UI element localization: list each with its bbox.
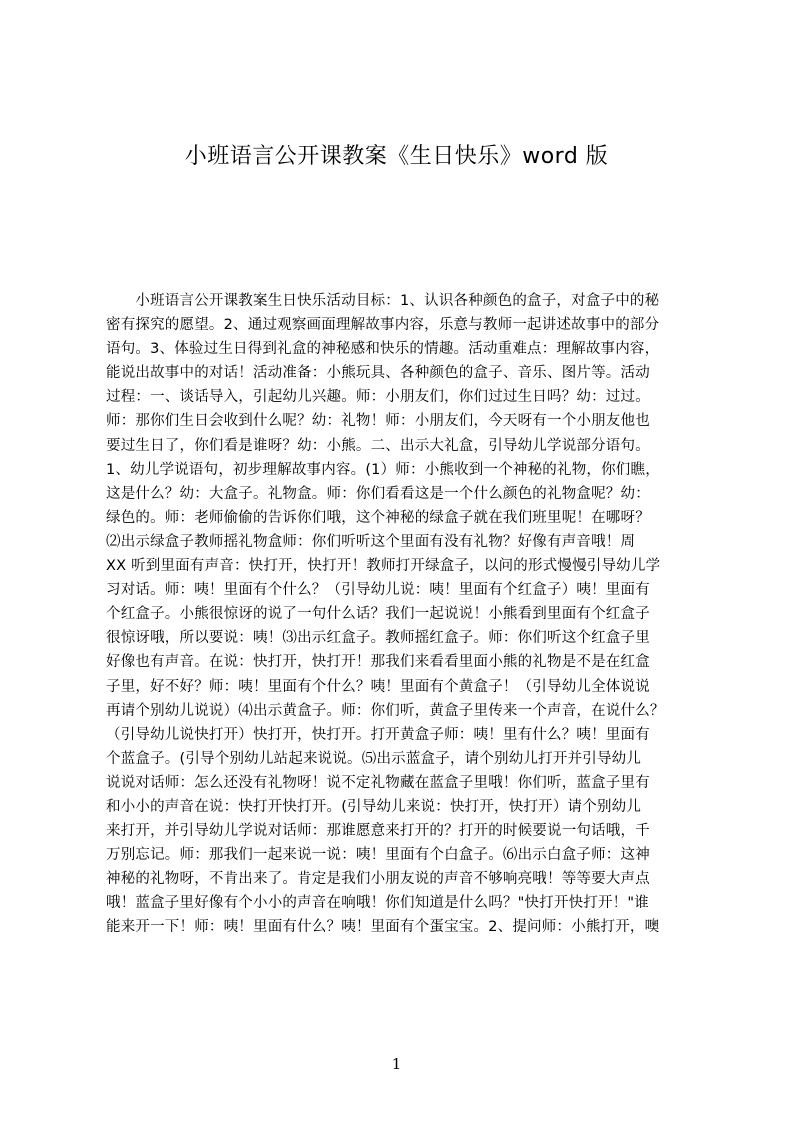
body-text-line: XX 听到里面有声音：快打开，快打开！教师打开绿盒子，以问的形式慢慢引导幼儿学: [106, 558, 661, 575]
body-text-line: 好像也有声音。在说：快打开，快打开！那我们来看看里面小熊的礼物是不是在红盒: [106, 654, 650, 671]
body-text-line: 语句。3、体验过生日得到礼盒的神秘感和快乐的情趣。活动重难点：理解故事内容，: [106, 341, 660, 358]
body-text-line: 再请个别幼儿说说）⑷出示黄盒子。师：你们听，黄盒子里传来一个声音，在说什么？: [106, 702, 665, 719]
body-text-line: 绿色的。师：老师偷偷的告诉你们哦，这个神秘的绿盒子就在我们班里呢！在哪呀？: [106, 509, 650, 526]
body-text-line: 1、幼儿学说语句，初步理解故事内容。(1）师：小熊收到一个神秘的礼物，你们瞧，: [106, 461, 660, 478]
body-text-line: （引导幼儿说快打开）快打开，快打开。打开黄盒子师：咦！里有什么？咦！里面有: [106, 726, 650, 743]
body-text-line: 小班语言公开课教案生日快乐活动目标：1、认识各种颜色的盒子，对盒子中的秘: [106, 293, 660, 309]
body-text-line: ⑵出示绿盒子教师摇礼物盒师：你们听听这个里面有没有礼物？好像有声音哦！周: [106, 533, 636, 550]
body-text-line: 个红盒子。小熊很惊讶的说了一句什么话？我们一起说说！小熊看到里面有个红盒子: [106, 606, 650, 623]
body-text-line: 师：那你们生日会收到什么呢？幼：礼物！师：小朋友们，今天呀有一个小朋友他也: [106, 413, 650, 430]
document-title: 小班语言公开课教案《生日快乐》word 版: [184, 144, 609, 169]
body-text-line: 说说对话师：怎么还没有礼物呀！说不定礼物藏在蓝盒子里哦！你们听，蓝盒子里有: [106, 774, 650, 791]
body-text-line: 很惊讶哦，所以要说：咦！⑶出示红盒子。教师摇红盒子。师：你们听这个红盒子里: [106, 630, 650, 647]
body-text-line: 要过生日了，你们看是谁呀？幼：小熊。二、出示大礼盒，引导幼儿学说部分语句。: [106, 437, 650, 454]
body-text-line: 过程：一、谈话导入，引起幼儿兴趣。师：小朋友们，你们过过生日吗？幼：过过。: [106, 389, 650, 406]
body-text-line: 习对话。师：咦！里面有个什么？（引导幼儿说：咦！里面有个红盒子）咦！里面有: [106, 582, 650, 599]
document-body: [106, 289, 698, 940]
body-text-line: 这是什么？幼：大盒子。礼物盒。师：你们看看这是一个什么颜色的礼物盒呢？幼：: [106, 485, 650, 502]
body-text-line: 神秘的礼物呀，不肯出来了。肯定是我们小朋友说的声音不够响亮哦！等等要大声点: [106, 871, 650, 888]
body-text-line: 和小小的声音在说：快打开快打开。(引导幼儿来说：快打开，快打开）请个别幼儿: [106, 798, 642, 815]
body-text-line: 万别忘记。师：那我们一起来说一说：咦！里面有个白盒子。⑹出示白盒子师：这神: [106, 847, 650, 864]
body-text-line: 来打开，并引导幼儿学说对话师：那谁愿意来打开的？打开的时候要说一句话哦，千: [106, 823, 650, 840]
body-text-line: 子里，好不好？师：咦！里面有个什么？咦！里面有个黄盒子！（引导幼儿全体说说: [106, 678, 650, 695]
page-number: 1: [391, 1055, 402, 1073]
body-text-line: 个蓝盒子。(引导个别幼儿站起来说说。⑸出示蓝盒子，请个别幼儿打开并引导幼儿: [106, 750, 642, 767]
body-text-line: 哦！蓝盒子里好像有个小小的声音在响哦！你们知道是什么吗？"快打开快打开！"谁: [106, 895, 649, 912]
body-text-line: 密有探究的愿望。2、通过观察画面理解故事内容，乐意与教师一起讲述故事中的部分: [106, 317, 660, 334]
body-text-line: 能来开一下！师：咦！里面有什么？咦！里面有个蛋宝宝。2、提问师：小熊打开，噢: [106, 919, 660, 936]
body-text-line: 能说出故事中的对话！活动准备：小熊玩具、各种颜色的盒子、音乐、图片等。活动: [106, 365, 650, 382]
